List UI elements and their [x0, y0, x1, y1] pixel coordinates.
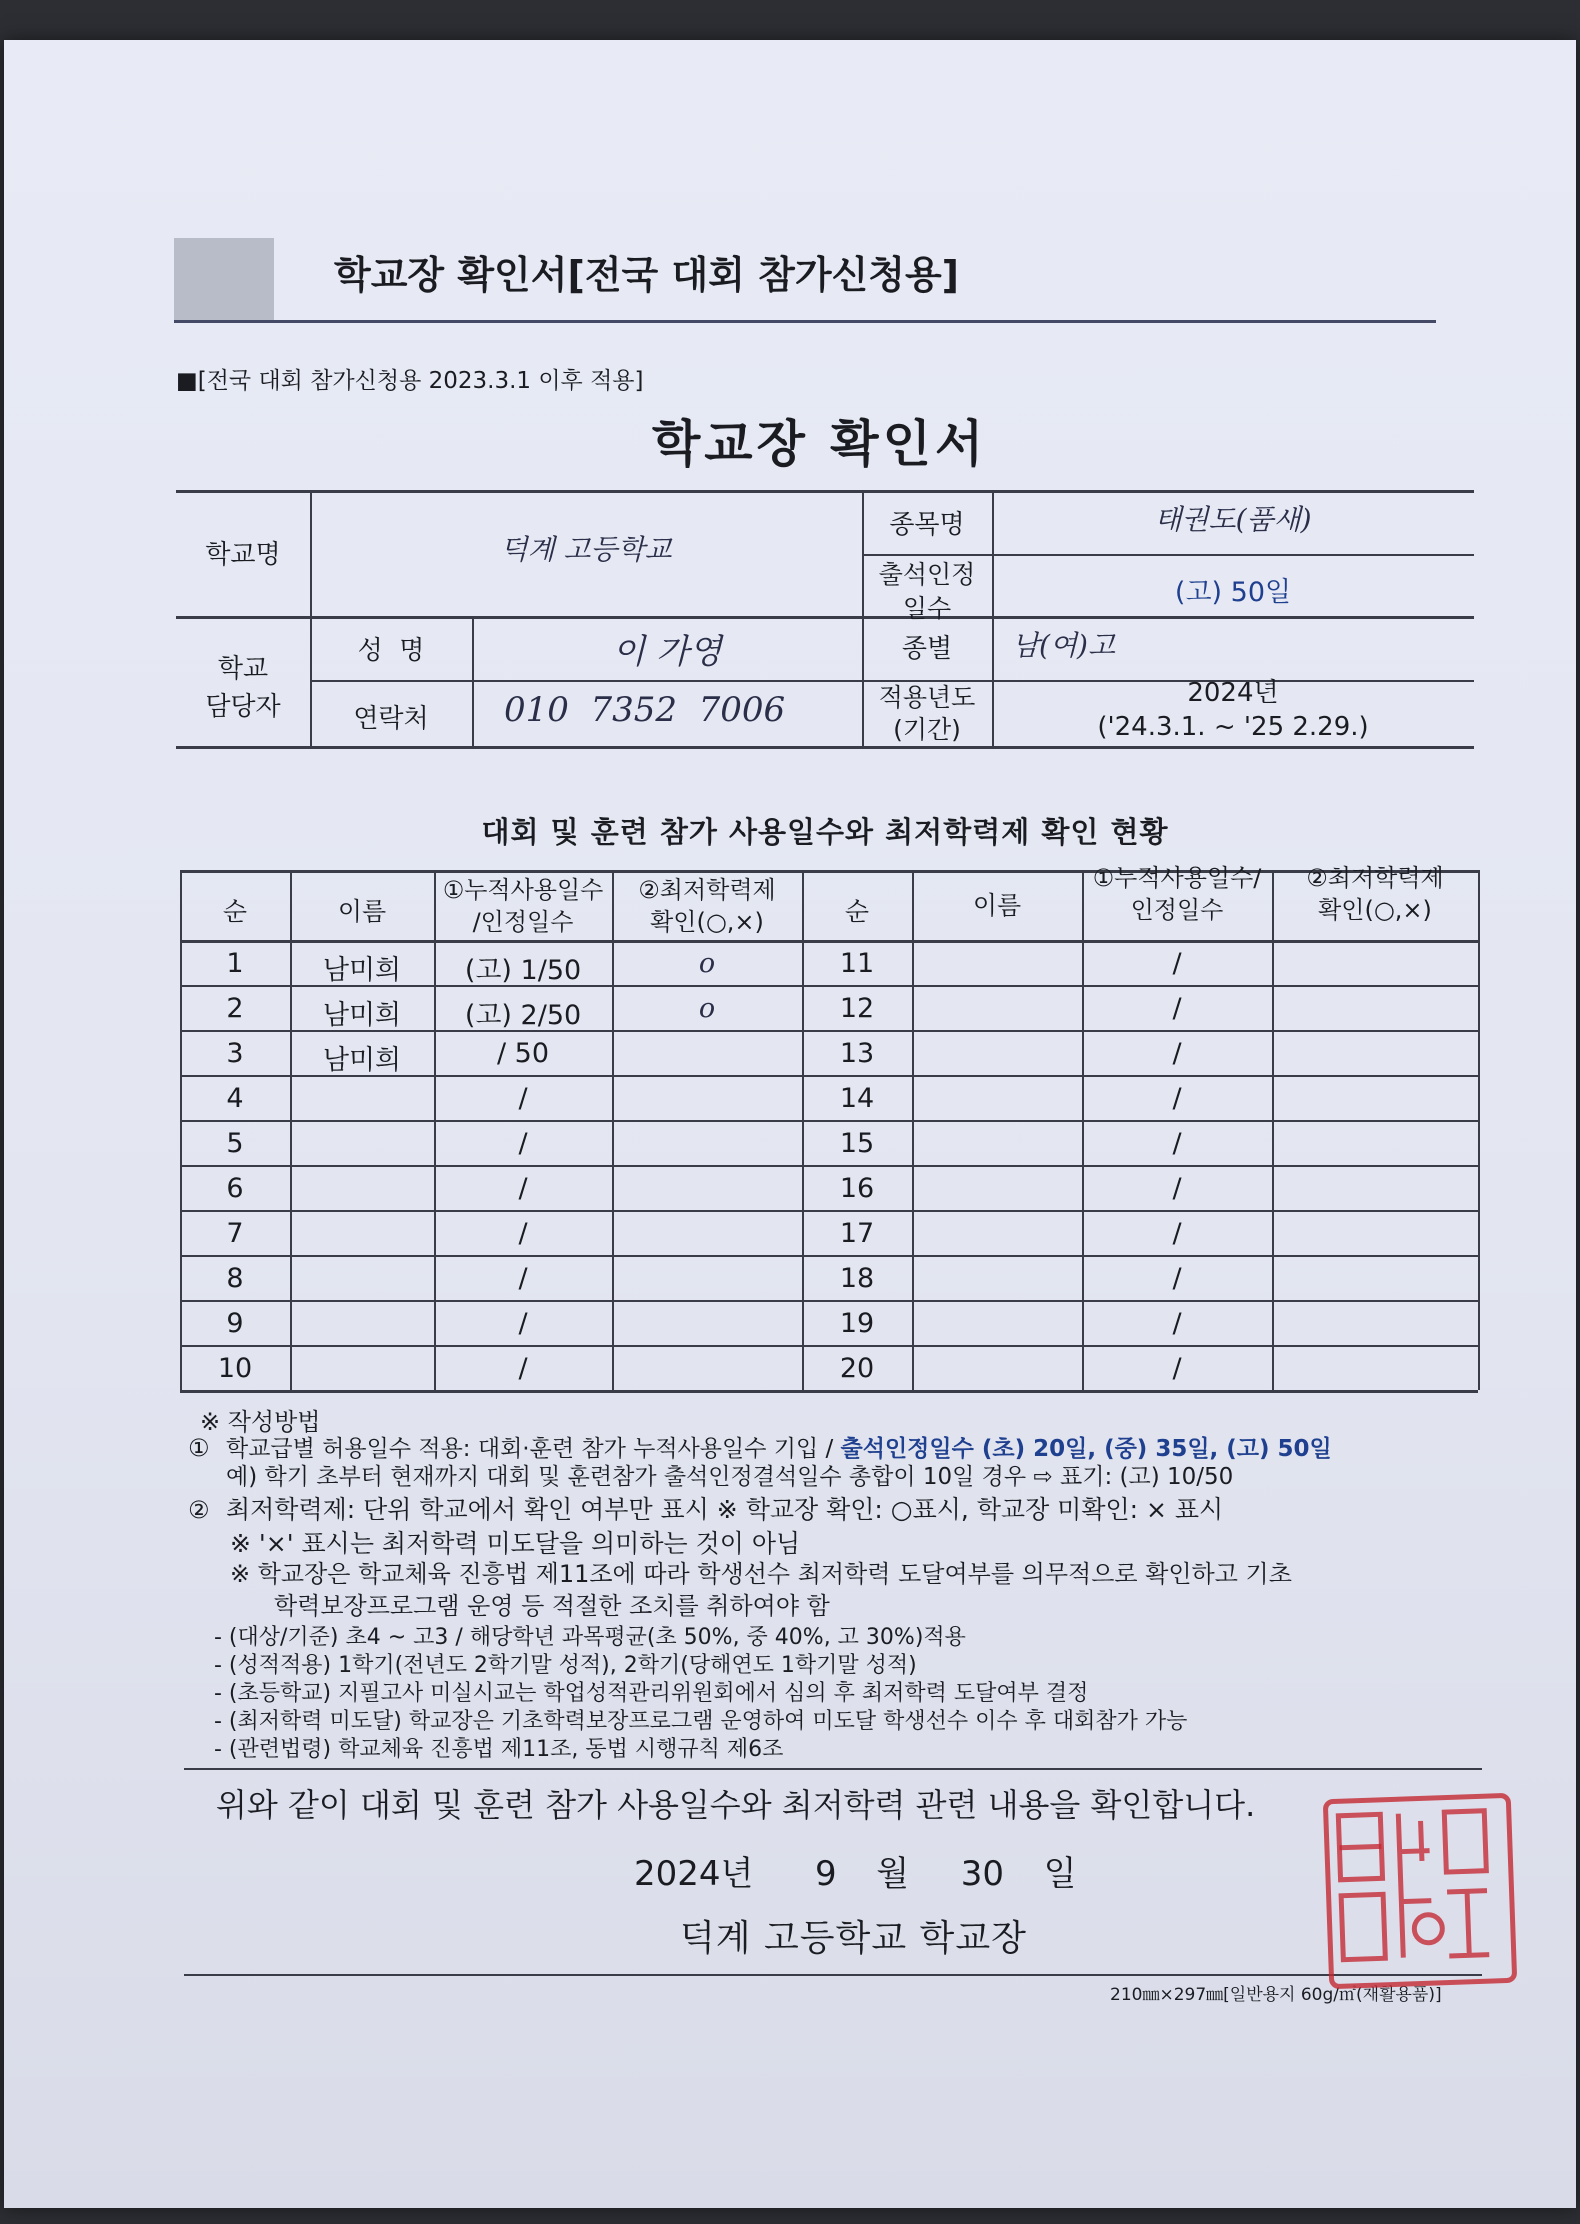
notes-heading: ※ 작성방법: [200, 1408, 321, 1436]
manager-label-line1: 학교: [217, 654, 269, 684]
table-cell-right-days: /: [1172, 1038, 1182, 1069]
table-row-divider: [180, 1390, 1478, 1393]
school-value: 덕계 고등학교: [500, 533, 672, 566]
header-days-line2: /인정일수: [472, 908, 574, 936]
usage-col-divider: [1272, 870, 1274, 1390]
manager-label: [176, 650, 310, 726]
year-label-line1: 적용년도: [878, 683, 976, 712]
date-year: 2024년: [634, 1854, 754, 1894]
usage-header-bottom-border: [180, 940, 1478, 943]
table-cell-right-days: /: [1172, 1173, 1182, 1204]
table-cell-left-name: 남미희: [322, 955, 402, 986]
principal-signature: 덕계 고등학교 학교장: [680, 1918, 1027, 1959]
year-value: [992, 676, 1474, 744]
name-value: 이 가영: [612, 632, 722, 672]
footer-rule: [184, 1974, 1482, 1976]
table-cell-left-days: /: [518, 1218, 528, 1249]
table-cell-right-no: 18: [839, 1263, 875, 1294]
table-cell-right-days: /: [1172, 1263, 1182, 1294]
header-days-line1: ①누적사용일수: [442, 876, 604, 904]
table-cell-left-days: /: [518, 1353, 528, 1384]
name-label: 성 명: [357, 636, 425, 666]
notes-bottom-rule: [184, 1768, 1482, 1770]
table-cell-left-no: 3: [226, 1038, 244, 1069]
table-cell-left-min: o: [698, 948, 716, 979]
table-cell-right-days: /: [1172, 1353, 1182, 1384]
header-seq-right: 순: [844, 897, 870, 926]
header-min-right: [1272, 862, 1478, 926]
top-title-rule: [174, 320, 1436, 323]
table-row-divider: [180, 1255, 1478, 1257]
header-seq: 순: [222, 897, 248, 926]
table-cell-left-no: 10: [217, 1353, 253, 1384]
usage-col-divider: [1478, 870, 1480, 1390]
event-label: 종목명: [889, 510, 965, 540]
seal-glyphs: [1328, 1798, 1502, 1974]
school-label: 학교명: [205, 540, 281, 570]
info-top-border: [176, 490, 1474, 493]
table-cell-left-no: 7: [226, 1218, 244, 1249]
info-line: [176, 616, 1474, 619]
month-unit: 월: [876, 1854, 910, 1894]
info-bottom-border: [176, 746, 1474, 749]
table-cell-left-no: 6: [226, 1173, 244, 1204]
header-days: [434, 874, 612, 938]
table-cell-right-no: 12: [839, 993, 875, 1024]
note2-mark: ②: [188, 1496, 210, 1524]
table-cell-right-no: 16: [839, 1173, 875, 1204]
note1-mark: ①: [188, 1434, 210, 1462]
table-cell-right-days: /: [1172, 1083, 1182, 1114]
event-value: 태권도(품새): [1154, 503, 1312, 536]
header-min-line2: 확인(○,×): [650, 908, 764, 936]
table-row-divider: [180, 1165, 1478, 1167]
table-cell-left-no: 5: [226, 1128, 244, 1159]
header-days-right: [1082, 862, 1272, 926]
note2-sub-a: ※ '×' 표시는 최저학력 미도달을 의미하는 것이 아님: [230, 1529, 801, 1558]
year-value-line1: 2024년: [1187, 678, 1279, 708]
date-day: 30: [960, 1854, 1005, 1894]
table-cell-left-days: /: [518, 1173, 528, 1204]
table-cell-right-days: /: [1172, 1308, 1182, 1339]
type-label: 종별: [901, 634, 953, 664]
table-cell-right-no: 17: [839, 1218, 875, 1249]
table-row-divider: [180, 1120, 1478, 1122]
detail-elementary: - (초등학교) 지필고사 미실시교는 학업성적관리위원회에서 심의 후 최저학력 도달여부 결정: [214, 1681, 1089, 1706]
header-min: [612, 874, 802, 938]
table-row-divider: [180, 1300, 1478, 1302]
table-cell-right-no: 20: [839, 1353, 875, 1384]
gray-marker-block: [174, 238, 274, 320]
table-cell-right-days: /: [1172, 1218, 1182, 1249]
table-cell-left-no: 4: [226, 1083, 244, 1114]
attend-value: (고) 50일: [1174, 577, 1292, 608]
school-seal: [1323, 1793, 1518, 1989]
table-cell-right-no: 11: [839, 948, 875, 979]
attend-label-line2: 일수: [902, 594, 952, 623]
top-title: 학교장 확인서[전국 대회 참가신청용]: [334, 253, 960, 297]
year-label-line2: (기간): [893, 715, 961, 744]
header-name: 이름: [337, 897, 387, 926]
table-cell-left-no: 2: [226, 993, 244, 1024]
table-cell-left-no: 8: [226, 1263, 244, 1294]
confirm-statement: 위와 같이 대회 및 훈련 참가 사용일수와 최저학력 관련 내용을 확인합니다.: [216, 1786, 1256, 1824]
table-cell-right-no: 14: [839, 1083, 875, 1114]
usage-col-divider: [912, 870, 914, 1390]
date-month: 9: [815, 1854, 837, 1894]
note1-text-b: 출석인정일수 (초) 20일, (중) 35일, (고) 50일: [840, 1436, 1332, 1462]
table-cell-right-no: 15: [839, 1128, 875, 1159]
table-cell-left-days: /: [518, 1263, 528, 1294]
note1-text-a: 학교급별 허용일수 적용: 대회·훈련 참가 누적사용일수 기입 /: [226, 1436, 834, 1462]
table-cell-left-name: 남미희: [322, 1045, 402, 1076]
attend-label: [862, 558, 992, 626]
signature-date: [634, 1846, 1077, 1895]
table-cell-right-no: 13: [839, 1038, 875, 1069]
table-cell-left-no: 1: [226, 948, 244, 979]
header-min-right-line2: 확인(○,×): [1318, 896, 1432, 924]
table-cell-left-days: (고) 2/50: [464, 1000, 582, 1031]
table-cell-left-days: (고) 1/50: [464, 955, 582, 986]
note2-sub-c: 학력보장프로그램 운영 등 적절한 조치를 취하여야 함: [274, 1592, 830, 1620]
table-cell-left-min: o: [698, 993, 716, 1024]
header-name-right: 이름: [972, 891, 1022, 920]
detail-law: - (관련법령) 학교체육 진흥법 제11조, 동법 시행규칙 제6조: [214, 1737, 784, 1762]
header-min-line1: ②최저학력제: [638, 876, 776, 904]
header-min-right-line1: ②최저학력제: [1306, 864, 1444, 892]
main-title: 학교장 확인서: [652, 415, 988, 473]
table-cell-left-days: /: [518, 1128, 528, 1159]
table-cell-left-days: /: [518, 1308, 528, 1339]
note2-sub-b: ※ 학교장은 학교체육 진흥법 제11조에 따라 학생선수 최저학력 도달여부를 의무적으로 확인하고 기초: [230, 1560, 1292, 1588]
table-cell-right-days: /: [1172, 993, 1182, 1024]
table-section-title: 대회 및 훈련 참가 사용일수와 최저학력제 확인 현황: [481, 815, 1169, 849]
detail-grade: - (성적적용) 1학기(전년도 2학기말 성적), 2학기(당해연도 1학기말 성적): [214, 1653, 917, 1678]
year-value-line2: ('24.3.1. ~ '25 2.29.): [1097, 712, 1369, 742]
table-cell-left-name: 남미희: [322, 1000, 402, 1031]
day-unit: 일: [1043, 1854, 1077, 1894]
table-cell-right-days: /: [1172, 948, 1182, 979]
table-cell-left-days: / 50: [496, 1038, 550, 1069]
table-row-divider: [180, 1345, 1478, 1347]
note1-example: 예) 학기 초부터 현재까지 대회 및 훈련참가 출석인정결석일수 총합이 10일 경우 ⇨ 표기: (고) 10/50: [226, 1464, 1234, 1490]
document-paper: [4, 40, 1576, 2208]
year-label: [862, 682, 992, 746]
manager-label-line2: 담당자: [205, 692, 281, 722]
detail-not-reached: - (최저학력 미도달) 학교장은 기초학력보장프로그램 운영하여 미도달 학생선수 이수 후 대회참가 가능: [214, 1709, 1188, 1734]
attend-label-line1: 출석인정: [878, 560, 976, 589]
subtitle-note: ■[전국 대회 참가신청용 2023.3.1 이후 적용]: [176, 368, 644, 394]
info-line: [862, 554, 1474, 556]
note2-text: 최저학력제: 단위 학교에서 확인 여부만 표시 ※ 학교장 확인: ○표시, 학교장 미확인: × 표시: [226, 1495, 1224, 1524]
contact-label: 연락처: [353, 704, 429, 734]
contact-value: 010 7352 7006: [504, 690, 786, 730]
type-value: 남(여)고: [1012, 629, 1115, 662]
table-cell-right-days: /: [1172, 1128, 1182, 1159]
header-days-right-line1: ①누적사용일수/: [1092, 864, 1262, 892]
paper-spec: 210㎜×297㎜[일반용지 60g/㎡(재활용품)]: [1110, 1985, 1442, 2005]
detail-target: - (대상/기준) 초4 ~ 고3 / 해당학년 과목평균(초 50%, 중 40%, 고 30%)적용: [214, 1625, 966, 1650]
table-cell-left-days: /: [518, 1083, 528, 1114]
header-days-right-line2: 인정일수: [1130, 896, 1224, 924]
table-cell-right-no: 19: [839, 1308, 875, 1339]
table-row-divider: [180, 1210, 1478, 1212]
table-cell-left-no: 9: [226, 1308, 244, 1339]
